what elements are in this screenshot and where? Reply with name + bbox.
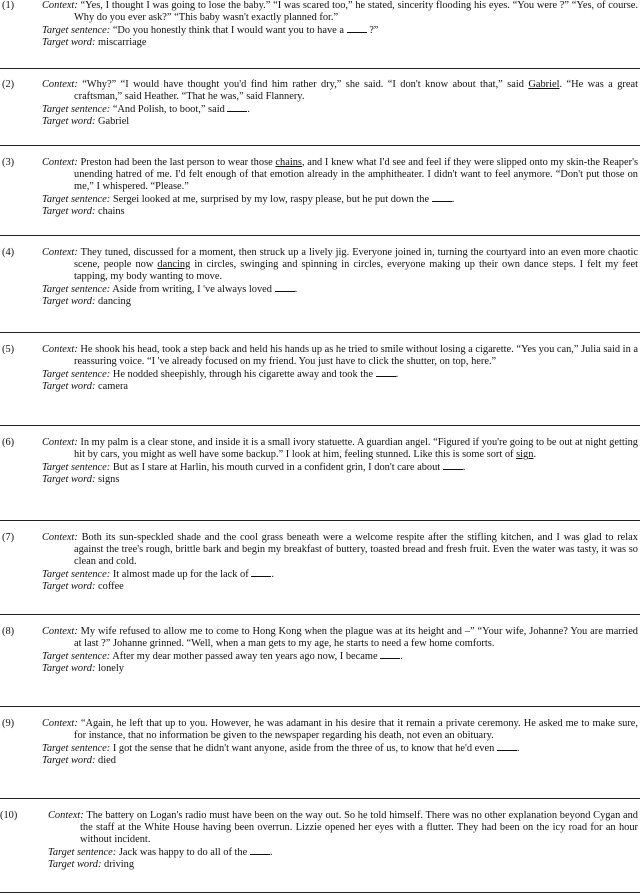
target-word-line	[42, 37, 638, 49]
item-body	[42, 79, 638, 128]
target-word-label: Target word:	[42, 206, 96, 218]
context-text-rest: . “He was a great craftsman,” said Heather. “That he was,” said Flannery.	[74, 79, 638, 103]
context-text: The battery on Logan's radio must have been on the way out. So he told himself. There was no other explanation beyond Cygan and the staff at the White House having been overrun. Lizzie opened her eyes with a flutter. They had been on the icy road for an hour without incident.	[80, 810, 638, 846]
target-sentence-end: .	[451, 194, 455, 206]
item-body	[42, 344, 638, 393]
target-word: camera	[98, 381, 129, 393]
target-sentence-line	[42, 742, 638, 755]
target-word-line	[42, 116, 638, 128]
context-text-rest: in circles, swinging and spinning in circles, everyone making up their own dance steps. I felt my feet tapping, my body wanting to move.	[74, 259, 638, 283]
context-line	[42, 532, 638, 568]
context-text: “Why?” “I would have thought you'd find him rather dry,” she said. “I don't know about that,” said	[82, 79, 524, 90]
context-label: Context:	[42, 532, 78, 543]
context-text: He shook his head, took a step back and held his hands up as he tried to smile without losing a cigarette. “Yes you can,” Julia said in a reassuring voice. “I 've already focused on my friend. You just have to click the shutter, on top, here.”	[74, 344, 638, 368]
context-underlined-word: sign	[516, 449, 534, 461]
target-word: lonely	[98, 663, 125, 675]
target-word: dancing	[98, 296, 131, 308]
blank-gap	[251, 568, 271, 577]
context-label: Context:	[42, 344, 78, 355]
target-word-label: Target word:	[42, 663, 96, 675]
context-label: Context:	[42, 626, 78, 637]
target-word-label: Target word:	[42, 474, 96, 486]
target-word-line	[42, 206, 638, 218]
target-word-label: Target word:	[42, 296, 96, 308]
context-text: They tuned, discussed for a moment, then struck up a lively jig. Everyone joined in, turning the courtyard into an even more chaotic scene, people now	[74, 247, 638, 271]
divider	[0, 706, 640, 707]
target-word: Gabriel	[98, 116, 130, 128]
target-sentence-label: Target sentence:	[42, 104, 111, 116]
blank-gap	[227, 103, 247, 112]
item-number: (7)	[2, 532, 15, 543]
target-sentence-end: .	[516, 743, 520, 755]
context-text: In my palm is a clear stone, and inside it is a small ivory statuette. A guardian angel. “Figured if you're going to be out at night getting hit by cars, you might as well have some backup.” I look at him, feeling stunned. Like this is some sort of	[74, 437, 638, 461]
target-word-label: Target word:	[48, 859, 102, 871]
blank-gap	[250, 846, 270, 855]
target-sentence-line	[42, 368, 638, 381]
target-sentence-label: Target sentence:	[42, 369, 111, 381]
blank-gap	[275, 283, 295, 292]
target-sentence-text: But as I stare at Harlin, his mouth curved in a confident grin, I don't care about	[112, 462, 441, 474]
target-sentence-label: Target sentence:	[42, 284, 111, 296]
target-sentence-label: Target sentence:	[42, 743, 111, 755]
context-line	[42, 79, 638, 103]
divider	[0, 235, 640, 236]
target-sentence-end: .	[462, 462, 466, 474]
divider	[0, 798, 640, 799]
context-underlined-word: dancing	[157, 259, 191, 271]
target-word-label: Target word:	[42, 581, 96, 593]
target-sentence-label: Target sentence:	[42, 462, 111, 474]
context-line	[42, 344, 638, 368]
target-word-line	[42, 581, 638, 593]
context-line	[42, 247, 638, 283]
context-line	[42, 157, 638, 193]
blank-gap	[432, 193, 452, 202]
item-number: (5)	[2, 344, 15, 355]
item-body	[42, 626, 638, 675]
context-line	[42, 0, 638, 24]
target-word: signs	[98, 474, 120, 486]
target-sentence-end: .	[294, 284, 298, 296]
target-sentence-line	[42, 103, 638, 116]
item-body	[48, 810, 638, 871]
target-sentence-label: Target sentence:	[42, 25, 111, 37]
target-word-line	[42, 663, 638, 675]
item-body	[42, 0, 638, 49]
context-line	[42, 718, 638, 742]
target-sentence-line	[42, 283, 638, 296]
target-word: driving	[104, 859, 135, 871]
divider	[0, 892, 640, 893]
context-text-rest: , and I knew what I'd see and feel if they were slipped onto my skin-the Reaper's unending hatred of me. I'd felt enough of that emotion already in the amphitheater. I didn't want to feel anymore. “Don't put those on me,” I whispered. “Please.”	[74, 157, 638, 193]
target-word-line	[42, 474, 638, 486]
target-sentence-label: Target sentence:	[42, 651, 111, 663]
context-text-rest: .	[533, 449, 537, 461]
item-body	[42, 532, 638, 593]
target-sentence-end: .	[395, 369, 399, 381]
item-number: (3)	[2, 157, 15, 168]
context-text: Both its sun-speckled shade and the cool grass beneath were a welcome respite after the stifling kitchen, and I was glad to relax against the tree's rough, brittle bark and begin my breakfast of buttery, toasted bread and fresh fruit. Even the water was tasty, it was so clean and cold.	[74, 532, 638, 568]
context-underlined-word: Gabriel	[528, 79, 560, 90]
target-sentence-text: It almost made up for the lack of	[112, 569, 249, 581]
item-body	[42, 437, 638, 486]
context-line	[42, 626, 638, 650]
context-text: Preston had been the last person to wear those	[80, 157, 273, 168]
target-sentence-text: Sergei looked at me, surprised by my low, raspy please, but he put down the	[112, 194, 430, 206]
target-word: died	[98, 755, 116, 767]
context-label: Context:	[42, 437, 78, 448]
context-label: Context:	[42, 79, 78, 90]
target-sentence-text: “Do you honestly think that I would want you to have a	[112, 25, 344, 37]
context-label: Context:	[42, 157, 78, 168]
target-word-line	[42, 381, 638, 393]
item-number: (10)	[0, 810, 18, 821]
context-label: Context:	[42, 718, 78, 729]
context-text: My wife refused to allow me to come to Hong Kong when the plague was at its height and –” “Your wife, Johanne? You are married at last ?” Johanne grinned. “Well, when a man gets to my age, he starts to need a few home comforts.	[74, 626, 638, 650]
item-number: (9)	[2, 718, 15, 729]
divider	[0, 425, 640, 426]
item-body	[42, 157, 638, 218]
item-body	[42, 718, 638, 767]
item-number: (8)	[2, 626, 15, 637]
blank-gap	[347, 24, 367, 33]
target-word-line	[42, 296, 638, 308]
divider	[0, 520, 640, 521]
divider	[0, 68, 640, 69]
context-text: “Again, he left that up to you. However, he was adamant in his desire that it remain a private ceremony. He asked me to make sure, for instance, that no information be given to the newspaper regarding his death, not even an obituary.	[74, 718, 638, 742]
target-sentence-line	[42, 461, 638, 474]
context-label: Context:	[42, 0, 78, 11]
blank-gap	[443, 461, 463, 470]
target-sentence-text: Jack was happy to do all of the	[118, 847, 248, 859]
context-label: Context:	[48, 810, 84, 821]
target-sentence-text: Aside from writing, I 've always loved	[112, 284, 272, 296]
target-sentence-label: Target sentence:	[42, 194, 111, 206]
target-sentence-line	[42, 650, 638, 663]
item-number: (6)	[2, 437, 15, 448]
divider	[0, 332, 640, 333]
target-sentence-line	[42, 568, 638, 581]
context-line	[48, 810, 638, 846]
target-word: chains	[98, 206, 125, 218]
target-word-line	[42, 755, 638, 767]
target-sentence-label: Target sentence:	[48, 847, 117, 859]
divider	[0, 145, 640, 146]
target-word-label: Target word:	[42, 116, 96, 128]
target-sentence-line	[42, 24, 638, 37]
item-body	[42, 247, 638, 308]
target-word-label: Target word:	[42, 381, 96, 393]
blank-gap	[376, 368, 396, 377]
blank-gap	[497, 742, 517, 751]
context-line	[42, 437, 638, 461]
target-sentence-label: Target sentence:	[42, 569, 111, 581]
target-word: miscarriage	[98, 37, 147, 49]
target-sentence-line	[42, 193, 638, 206]
context-text: “Yes, I thought I was going to lose the baby.” “I was scared too,” he stated, sincerity flooding his eyes. “You were ?” “Yes, of course. Why do you ever ask?” “This baby wasn't exactly planned for.”	[74, 0, 638, 24]
item-number: (4)	[2, 247, 15, 258]
target-sentence-text: “And Polish, to boot,” said	[112, 104, 225, 116]
target-sentence-text: I got the sense that he didn't want anyone, aside from the three of us, to know that he'd even	[112, 743, 495, 755]
target-sentence-line	[48, 846, 638, 859]
target-sentence-end: .	[271, 569, 274, 581]
context-label: Context:	[42, 247, 78, 258]
target-sentence-end: .	[247, 104, 251, 116]
item-number: (1)	[2, 0, 15, 11]
target-word-label: Target word:	[42, 755, 96, 767]
context-underlined-word: chains	[275, 157, 302, 168]
target-sentence-text: He nodded sheepishly, through his cigarette away and took the	[112, 369, 373, 381]
target-sentence-end: ?”	[369, 25, 379, 37]
item-number: (2)	[2, 79, 15, 90]
target-word: coffee	[98, 581, 124, 593]
blank-gap	[380, 650, 400, 659]
divider	[0, 614, 640, 615]
target-sentence-text: After my dear mother passed away ten years ago now, I became	[112, 651, 378, 663]
target-sentence-end: .	[400, 651, 403, 663]
target-sentence-end: .	[269, 847, 273, 859]
target-word-label: Target word:	[42, 37, 96, 49]
target-word-line	[48, 859, 638, 871]
